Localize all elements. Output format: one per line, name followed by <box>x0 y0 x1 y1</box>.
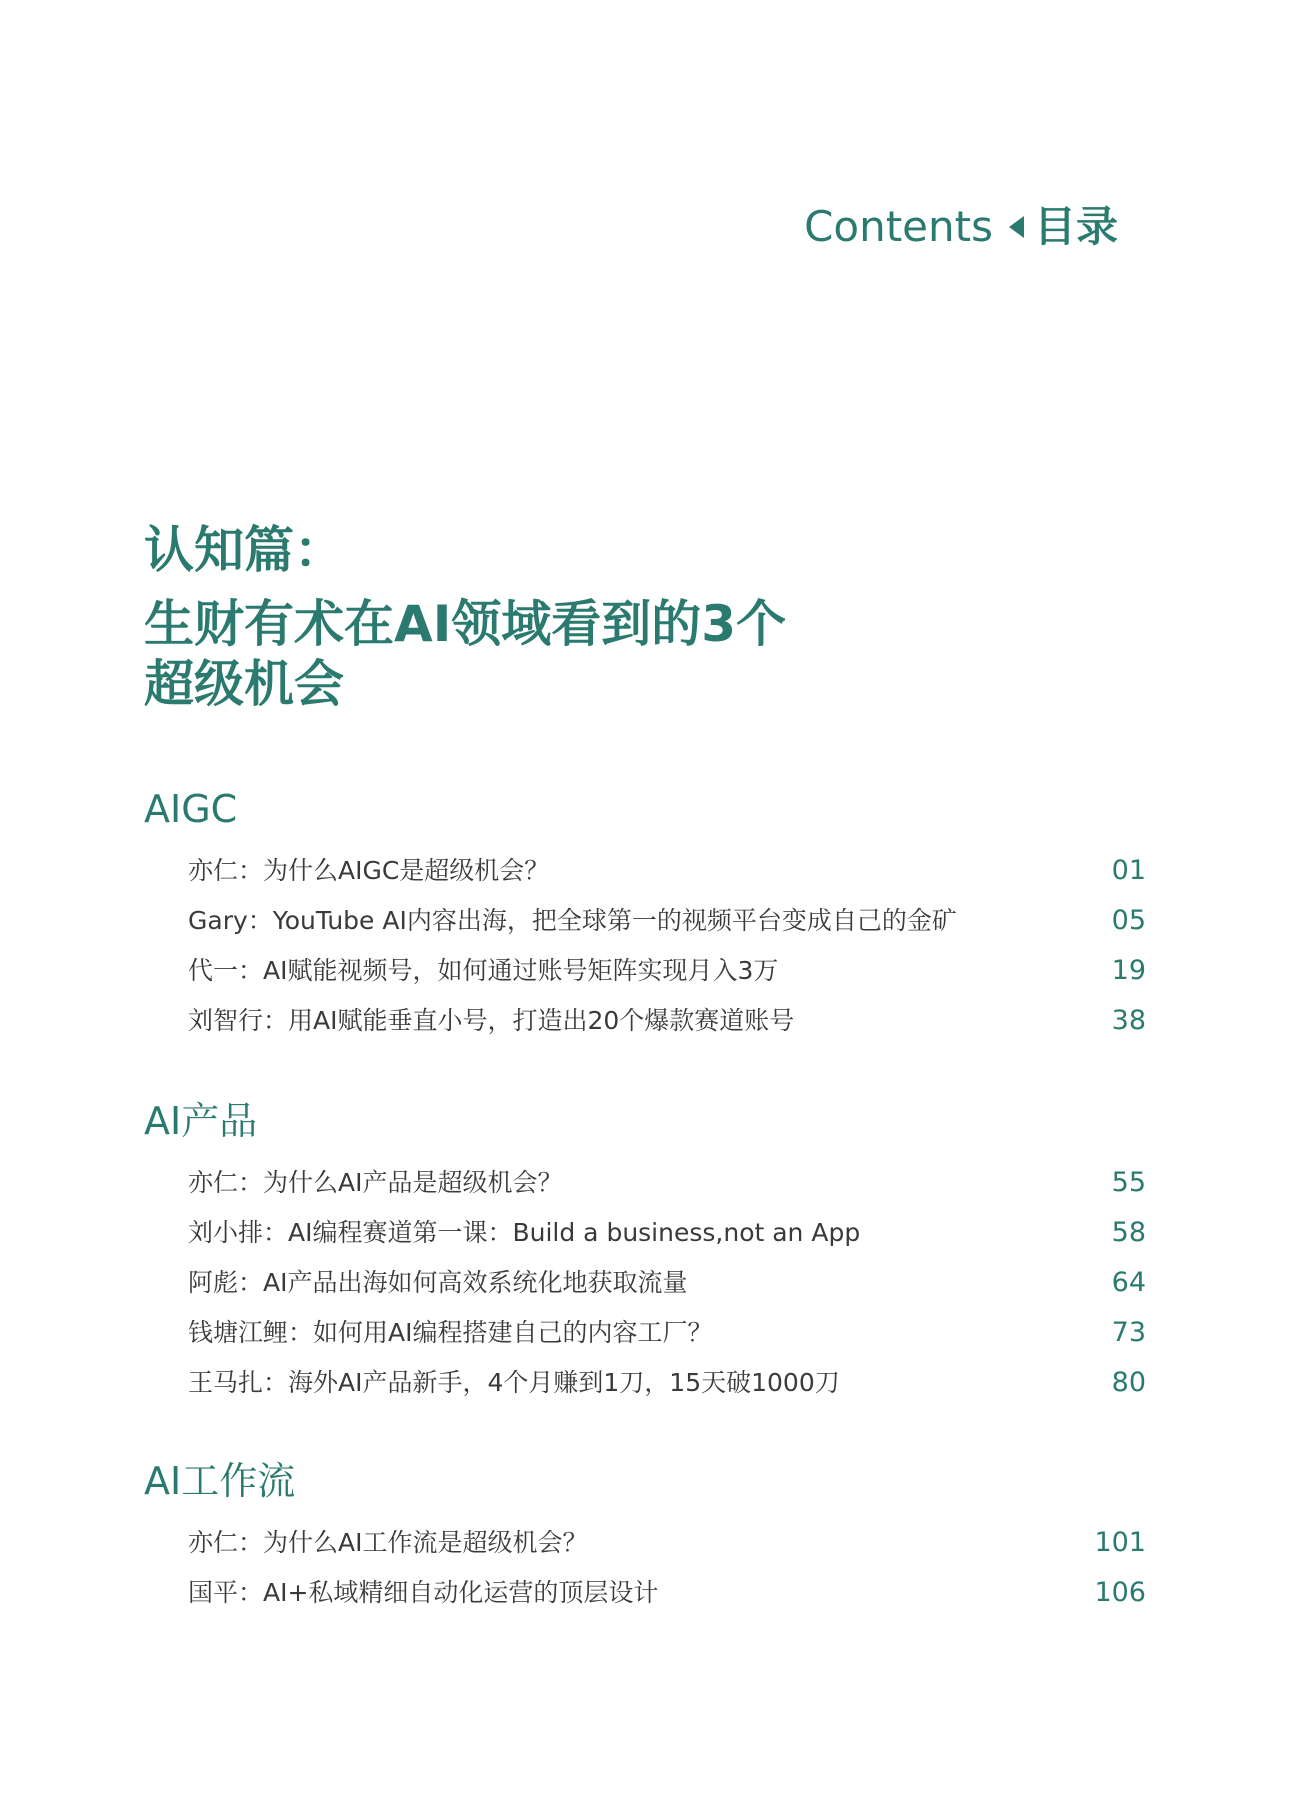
left-triangle-icon <box>1009 216 1024 238</box>
toc-entry-page: 01 <box>1111 855 1146 886</box>
toc-entry-title: 阿彪：AI产品出海如何高效系统化地获取流量 <box>188 1268 688 1297</box>
toc-list <box>144 1518 1146 1618</box>
toc-entry-title: 刘小排：AI编程赛道第一课：Build a business,not an App <box>188 1218 861 1247</box>
toc-entry-title: Gary：YouTube AI内容出海，把全球第一的视频平台变成自己的金矿 <box>188 906 957 935</box>
toc-entry[interactable] <box>144 1358 1146 1408</box>
toc-entry-page: 19 <box>1111 955 1146 986</box>
section-heading: AIGC <box>144 787 238 831</box>
toc-entry-page: 106 <box>1094 1577 1146 1608</box>
toc-entry-page: 64 <box>1111 1267 1146 1298</box>
toc-entry-page: 58 <box>1111 1217 1146 1248</box>
toc-entry-title: 王马扎：海外AI产品新手，4个月赚到1刀，15天破1000刀 <box>188 1368 840 1397</box>
part-title-line2: 生财有术在AI领域看到的3个 <box>144 595 787 653</box>
part-title <box>144 520 786 714</box>
toc-entry-page: 73 <box>1111 1317 1146 1348</box>
toc-entry[interactable] <box>144 1258 1146 1308</box>
toc-entry[interactable] <box>144 946 1146 996</box>
toc-entry-title: 亦仁：为什么AI产品是超级机会？ <box>188 1168 563 1197</box>
toc-section-ai-workflow <box>144 1459 1146 1618</box>
toc-list <box>144 846 1146 1046</box>
part-title-line1: 认知篇： <box>144 521 344 579</box>
toc-entry-title: 刘智行：用AI赋能垂直小号，打造出20个爆款赛道账号 <box>188 1006 795 1035</box>
toc-entry-page: 101 <box>1094 1527 1146 1558</box>
toc-entry[interactable] <box>144 996 1146 1046</box>
toc-entry-page: 38 <box>1111 1005 1146 1036</box>
part-title-line3: 超级机会 <box>144 655 344 713</box>
toc-section-aigc <box>144 787 1146 1046</box>
contents-en-label: Contents <box>804 202 993 251</box>
toc-entry-page: 05 <box>1111 905 1146 936</box>
toc-entry-title: 亦仁：为什么AIGC是超级机会？ <box>188 856 550 885</box>
contents-cn-label: 目录 <box>1033 202 1118 251</box>
toc-entry[interactable] <box>144 1158 1146 1208</box>
section-heading: AI产品 <box>144 1099 258 1143</box>
toc-entry-title: 国平：AI+私域精细自动化运营的顶层设计 <box>188 1578 659 1607</box>
contents-header <box>804 202 1118 251</box>
section-heading: AI工作流 <box>144 1459 296 1503</box>
toc-entry-title: 亦仁：为什么AI工作流是超级机会？ <box>188 1528 588 1557</box>
toc-section-ai-product <box>144 1099 1146 1408</box>
toc-entry[interactable] <box>144 846 1146 896</box>
toc-entry[interactable] <box>144 1518 1146 1568</box>
toc-entry[interactable] <box>144 1568 1146 1618</box>
toc-entry-title: 钱塘江鲤：如何用AI编程搭建自己的内容工厂？ <box>188 1318 713 1347</box>
toc-entry[interactable] <box>144 1308 1146 1358</box>
toc-entry-page: 55 <box>1111 1167 1146 1198</box>
toc-entry-title: 代一：AI赋能视频号，如何通过账号矩阵实现月入3万 <box>188 956 779 985</box>
toc-entry[interactable] <box>144 896 1146 946</box>
toc-list <box>144 1158 1146 1408</box>
toc-entry[interactable] <box>144 1208 1146 1258</box>
toc-entry-page: 80 <box>1111 1367 1146 1398</box>
